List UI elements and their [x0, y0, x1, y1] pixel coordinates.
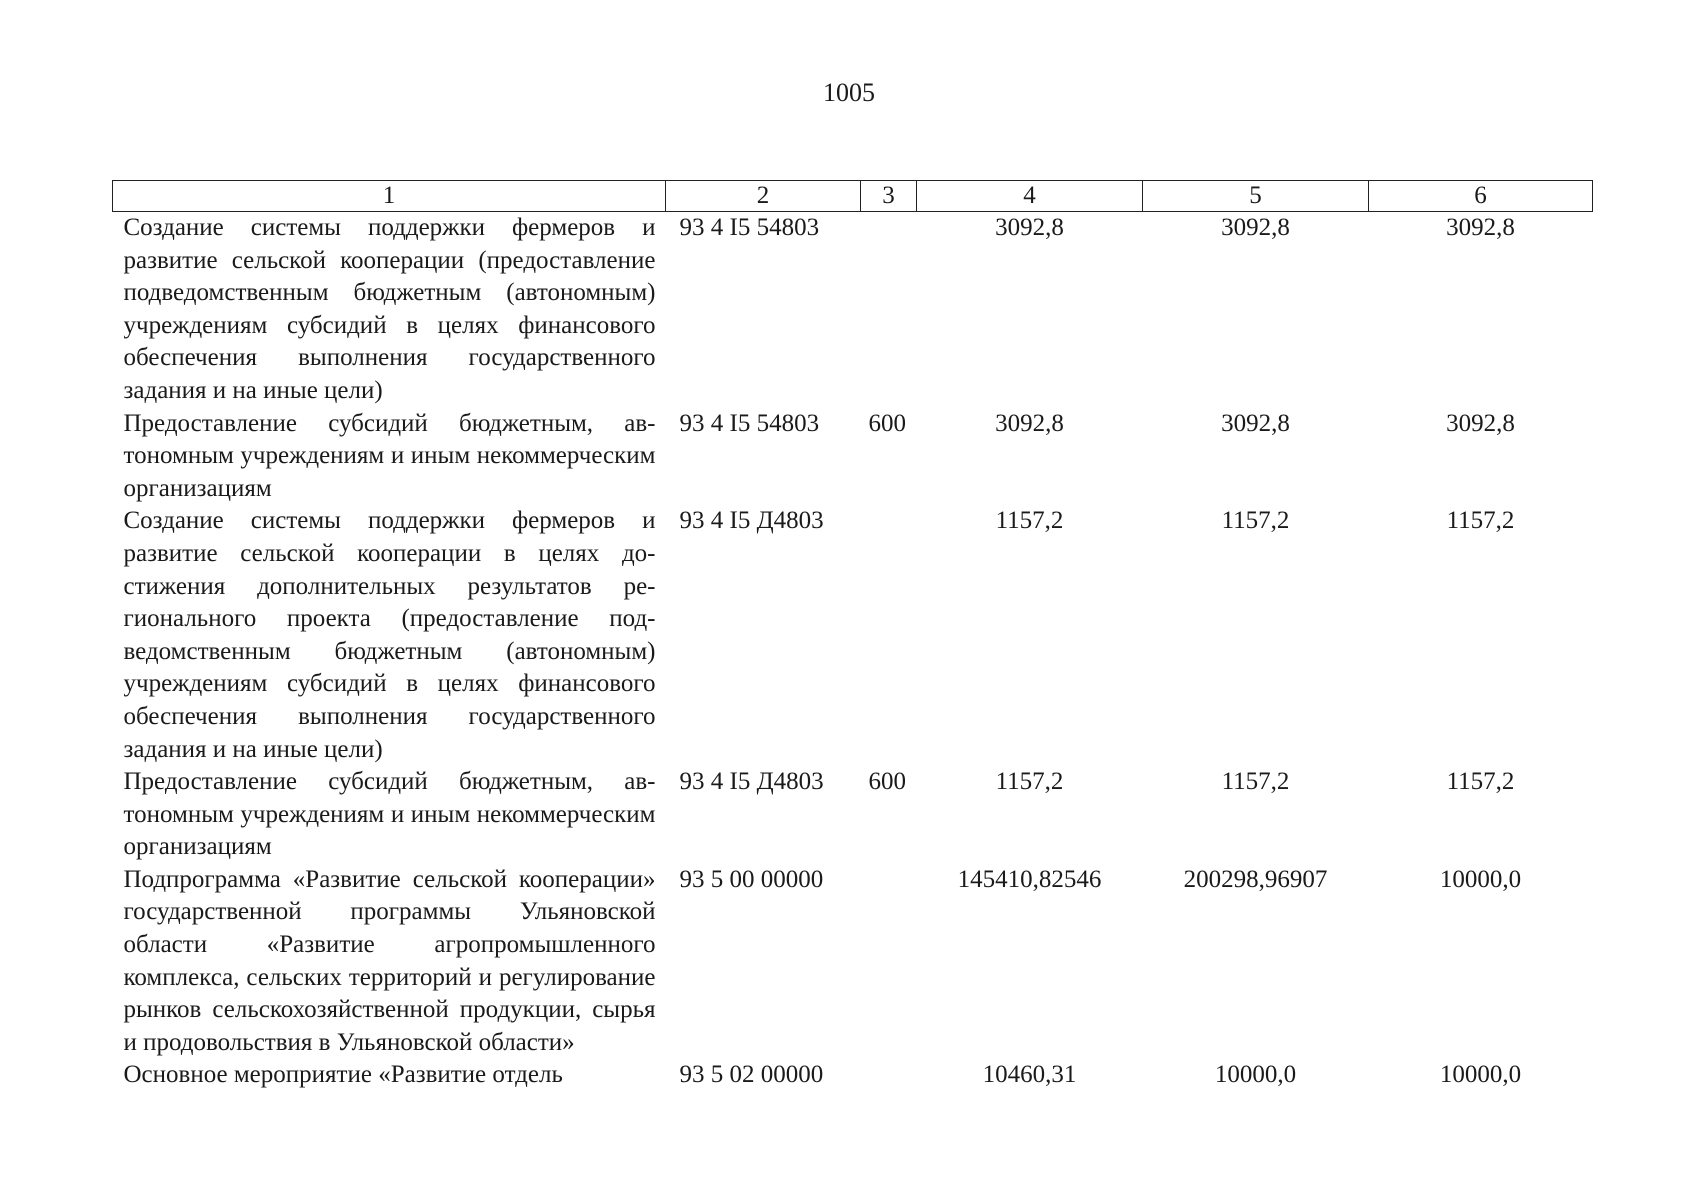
- row-amount-year2: 1157,2: [1221, 507, 1290, 535]
- column-header-3: 3: [861, 181, 917, 212]
- row-amount-year1: 1157,2: [995, 768, 1064, 796]
- row-amount-year1: 145410,82546: [957, 865, 1102, 893]
- row-expense-type: [861, 1059, 917, 1092]
- row-expense-type: [861, 505, 917, 766]
- row-name: Предоставление субсидий бюджетным, автономным учреждениям и иным некоммерческим организациям: [123, 768, 656, 861]
- row-code: 93 4 I5 Д4803: [679, 507, 824, 535]
- row-amount-year1: 3092,8: [995, 214, 1064, 241]
- table-row: [113, 505, 1593, 766]
- column-header-1: 1: [113, 181, 666, 212]
- row-amount-year2: 1157,2: [1221, 768, 1290, 796]
- row-name: Создание системы поддержки фермеров и развитие сельской кооперации в целях достижения дополнительных результатов регионального проекта (предоставление подведомственным бюджетным (автономным) учреждениям субсидий в целях финансового обеспечения выполнения государственного задания и на иные цели): [123, 507, 656, 763]
- row-name: Создание системы поддержки фермеров и развитие сельской кооперации (предоставление подведомственным бюджетным (автономным) учреждениям субсидий в целях финансового обеспечения выполнения государственного задания и на иные цели): [123, 214, 656, 404]
- row-name: Подпрограмма «Развитие сельской кооперации» государственной программы Ульяновской области «Развитие агропромышленного комплекса, сельских территорий и регулирование рынков сельскохозяйственной продукции, сырья и продовольствия в Ульяновской области»: [123, 865, 656, 1056]
- row-amount-year2: 10000,0: [1214, 1061, 1297, 1089]
- row-name: Предоставление субсидий бюджетным, автономным учреждениям и иным некоммерческим организациям: [123, 409, 656, 502]
- table-row: [113, 212, 1593, 408]
- row-amount-year3: 10000,0: [1439, 1061, 1522, 1089]
- column-header-6: 6: [1369, 181, 1593, 212]
- row-expense-type: 600: [868, 768, 906, 796]
- row-amount-year3: 3092,8: [1446, 409, 1515, 437]
- page-number: 1005: [823, 78, 875, 107]
- table-row: [113, 864, 1593, 1060]
- column-header-2: 2: [666, 181, 861, 212]
- budget-table: [112, 180, 1593, 1092]
- row-amount-year2: 200298,96907: [1183, 865, 1328, 893]
- row-code: 93 4 I5 Д4803: [679, 768, 824, 796]
- row-amount-year3: 3092,8: [1446, 214, 1515, 241]
- row-expense-type: [861, 212, 917, 408]
- row-amount-year1: 1157,2: [995, 507, 1064, 535]
- row-amount-year1: 3092,8: [995, 409, 1064, 437]
- row-amount-year1: 10460,31: [982, 1061, 1077, 1089]
- column-header-4: 4: [917, 181, 1143, 212]
- row-code: 93 4 I5 54803: [679, 409, 820, 437]
- row-amount-year2: 3092,8: [1221, 409, 1290, 437]
- row-code: 93 5 02 00000: [679, 1061, 824, 1089]
- row-code: 93 4 I5 54803: [679, 214, 820, 241]
- row-amount-year3: 1157,2: [1446, 768, 1515, 796]
- row-code: 93 5 00 00000: [679, 865, 824, 893]
- table-row: [113, 1059, 1593, 1092]
- row-expense-type: [861, 864, 917, 1060]
- row-expense-type: 600: [868, 409, 906, 437]
- row-amount-year2: 3092,8: [1221, 214, 1290, 241]
- table-row: [113, 766, 1593, 864]
- row-amount-year3: 10000,0: [1439, 865, 1522, 893]
- table-header: [113, 181, 1593, 212]
- column-header-5: 5: [1143, 181, 1369, 212]
- table-body: [113, 212, 1593, 1093]
- row-amount-year3: 1157,2: [1446, 507, 1515, 535]
- header-row: [113, 181, 1593, 212]
- row-name: Основное мероприятие «Развитие отдель: [123, 1061, 563, 1089]
- table-row: [113, 408, 1593, 506]
